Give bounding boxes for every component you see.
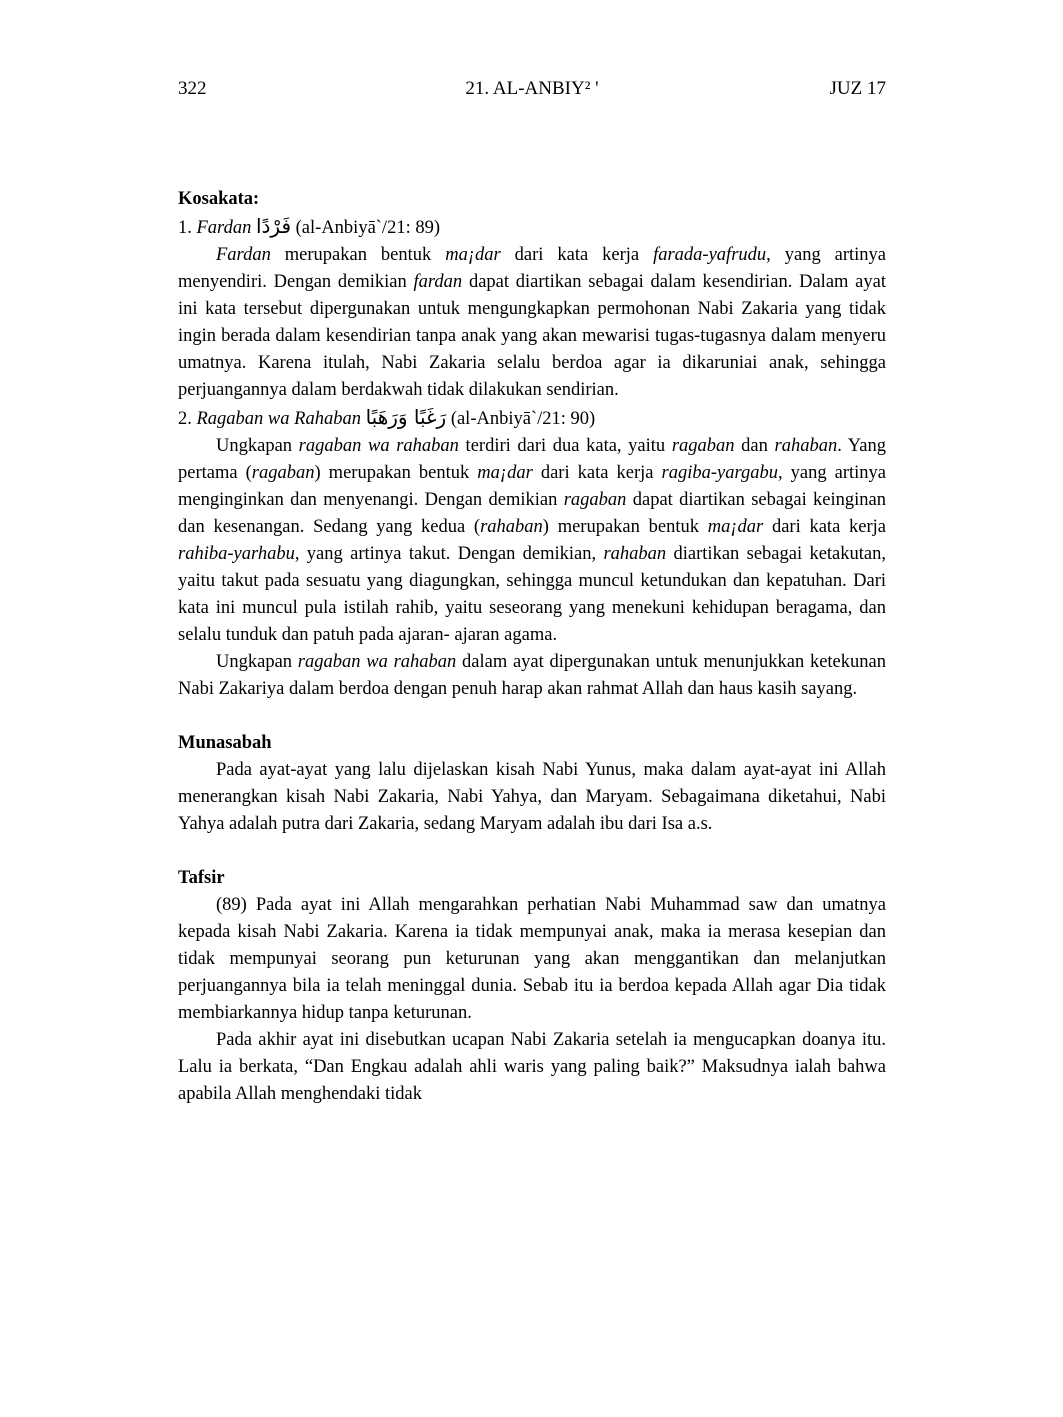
text-run: Pada ayat-ayat yang lalu dijelaskan kisah Nabi Yunus, maka dalam ayat-ayat ini Allah menerangkan kisah Nabi Zakaria, Nabi Yahya, dan Maryam. Sebagaimana diketahui, Nabi Yahya adalah putra dari Zakaria, sedang Maryam adalah ibu dari Isa a.s. (178, 760, 886, 834)
text-run: (al-Anbiyā`/21: 90) (446, 409, 596, 429)
italic-text-run: ma¡dar (477, 463, 533, 483)
arabic-text: رَغَبًا وَرَهَبًا (365, 405, 447, 429)
italic-text-run: ragaban wa rahaban (298, 436, 459, 456)
text-run: , yang artinya menyendiri. Dengan demikian (178, 245, 887, 292)
text-run: (89) Pada ayat ini Allah mengarahkan perhatian Nabi Muhammad saw dan umatnya kepada kisah Nabi Zakaria. Karena ia tidak mempunyai anak, maka ia merasa kesepian dan tidak mempunyai seorang pun keturunan yang akan menggantikan dan melanjutkan perjuangannya bila ia telah meninggal dunia. Sebab itu ia berdoa kepada Allah agar Dia tidak membiarkannya hidup tanpa keturunan. (178, 895, 886, 1023)
text-run: ) merupakan bentuk (314, 463, 478, 483)
document-body (178, 186, 886, 1108)
italic-text-run: rahaban (480, 517, 543, 537)
text-run: Ungkapan (216, 436, 299, 456)
paragraph (178, 649, 886, 703)
text-run: dapat diartikan sebagai keinginan dan kesenangan. Sedang yang kedua ( (178, 490, 886, 537)
text-run: dan (734, 436, 775, 456)
italic-text-run: farada-yafrudu (653, 245, 767, 265)
text-run: ) merupakan bentuk (542, 517, 708, 537)
italic-text-run: ragiba-yargabu (661, 463, 778, 483)
italic-text-run: fardan (413, 272, 463, 292)
page-header (178, 75, 886, 102)
tafsir-heading: Tafsir (178, 868, 225, 888)
text-run: dari kata kerja (532, 463, 662, 483)
italic-text-run: rahaban (774, 436, 838, 456)
text-run: dalam ayat dipergunakan untuk menunjukkan ketekunan Nabi Zakariya dalam berdoa dengan penuh harap akan rahmat Allah dan haus kasih sayang. (178, 652, 886, 699)
italic-text-run: Fardan (216, 245, 271, 265)
paragraph (178, 242, 886, 404)
text-run: 1. (178, 218, 197, 238)
italic-text-run: ma¡dar (445, 245, 501, 265)
kosakata-item (178, 213, 886, 242)
italic-text-run: ragaban (563, 490, 627, 510)
italic-text-run: Ragaban wa Rahaban (196, 409, 361, 429)
munasabah-heading: Munasabah (178, 733, 272, 753)
italic-text-run: rahaban (603, 544, 667, 564)
arabic-text: فَرْدًا (255, 214, 292, 238)
page-title: 21. AL-ANBIY² ' (465, 78, 599, 99)
text-run: 2. (178, 409, 197, 429)
paragraph (178, 433, 886, 649)
italic-text-run: ma¡dar (707, 517, 764, 537)
text-run: merupakan bentuk (270, 245, 446, 265)
italic-text-run: Fardan (196, 218, 252, 238)
text-run: . Yang pertama ( (178, 436, 886, 483)
paragraph (178, 1027, 886, 1108)
kosakata-item (178, 404, 886, 433)
text-run: dapat diartikan sebagai dalam kesendirian. Dalam ayat ini kata tersebut dipergunakan untuk mengungkapkan permohonan Nabi Zakaria yang tidak ingin berada dalam kesendirian tanpa anak yang akan mewarisi tugas-tugasnya dalam menyeru umatnya. Karena itulah, Nabi Zakaria selalu berdoa agar ia dikaruniai anak, sehingga perjuangannya dalam berdakwah tidak dilakukan sendirian. (178, 272, 886, 400)
text-run: diartikan sebagai ketakutan, yaitu takut pada sesuatu yang diagungkan, sehingga muncul ketundukan dan kepatuhan. Dari kata ini muncul pula istilah rahib, yaitu seseorang yang menekuni kehidupan beragama, dan selalu tunduk dan patuh pada ajaran- ajaran agama. (178, 544, 886, 645)
italic-text-run: rahiba-yarhabu (178, 544, 295, 564)
text-run: , yang artinya menginginkan dan menyenangi. Dengan demikian (178, 463, 887, 510)
text-run: Pada akhir ayat ini disebutkan ucapan Nabi Zakaria setelah ia mengucapkan doanya itu. Lalu ia berkata, “Dan Engkau adalah ahli waris yang paling baik?” Maksudnya ialah bahwa apabila Allah menghendaki tidak (178, 1030, 886, 1104)
text-run: dari kata kerja (763, 517, 887, 537)
text-run: , yang artinya takut. Dengan demikian, (294, 544, 604, 564)
paragraph (178, 757, 886, 838)
text-run: terdiri dari dua kata, yaitu (458, 436, 672, 456)
paragraph (178, 892, 886, 1027)
kosakata-heading: Kosakata: (178, 189, 260, 209)
italic-text-run: ragaban wa rahaban (297, 652, 457, 672)
juz-label: JUZ 17 (829, 78, 886, 99)
italic-text-run: ragaban (671, 436, 735, 456)
text-run: Ungkapan (216, 652, 298, 672)
italic-text-run: ragaban (251, 463, 315, 483)
text-run: dari kata kerja (500, 245, 654, 265)
text-run: (al-Anbiyā`/21: 89) (291, 218, 441, 238)
page-number: 322 (178, 78, 207, 99)
